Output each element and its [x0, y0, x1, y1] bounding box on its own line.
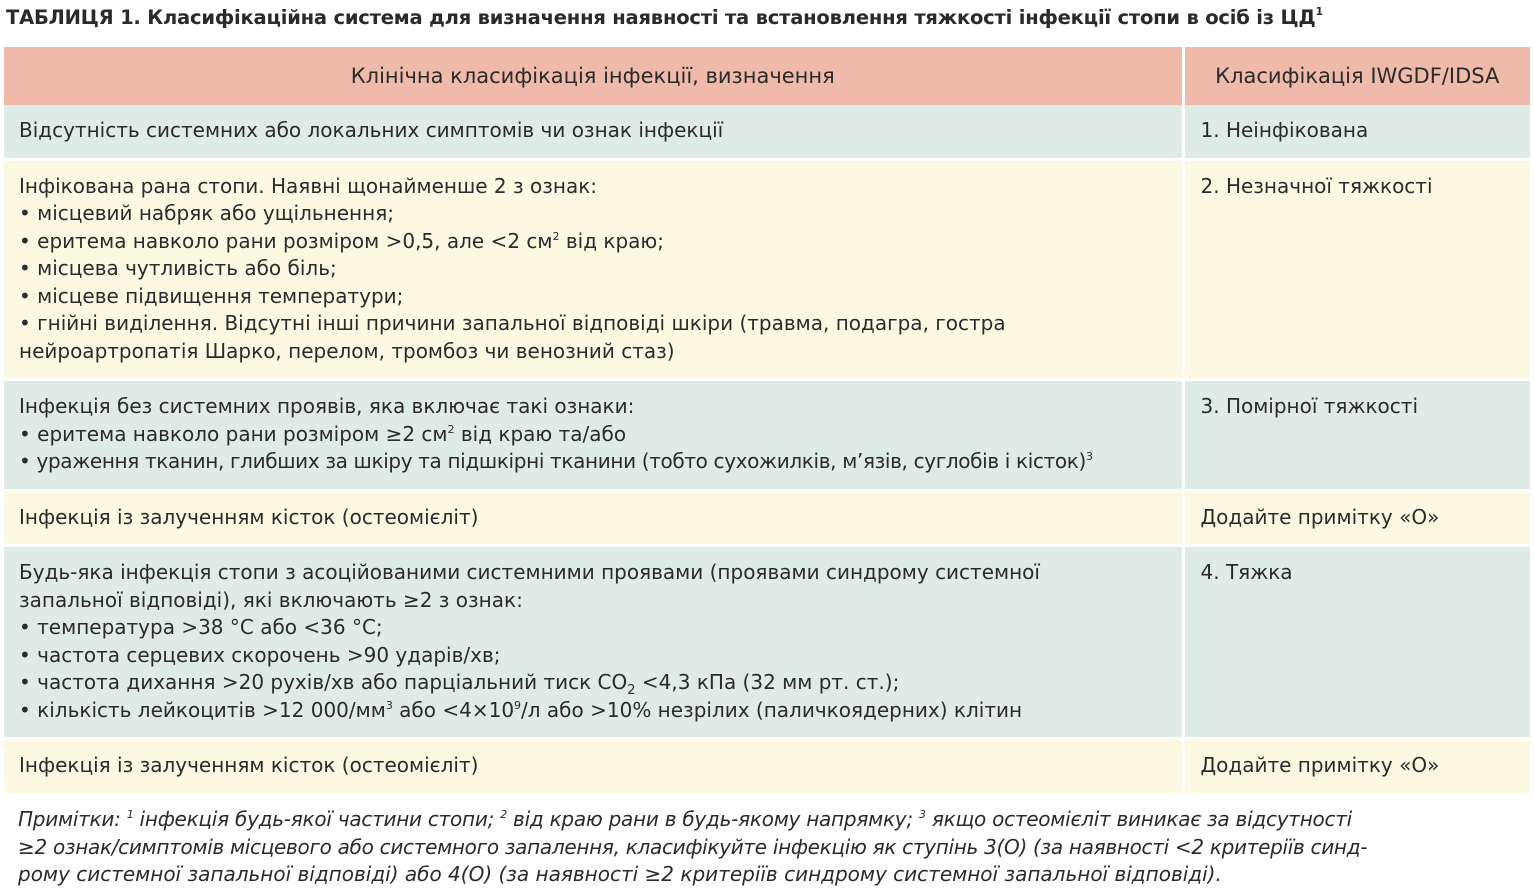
- classification-cell: 2. Незначної тяжкості: [1183, 159, 1530, 380]
- classification-cell: Додайте примітку «О»: [1183, 739, 1530, 793]
- definition-line: • еритема навколо рани розміром ≥2 $см^2$ від краю та/або: [19, 421, 627, 446]
- table-row: [4, 380, 1530, 491]
- classification-cell: 4. Тяжка: [1183, 546, 1530, 739]
- definition-cell: [4, 159, 1183, 380]
- table-row: [4, 739, 1530, 793]
- definition-line: • температура >38 °C або <36 °C;: [19, 615, 383, 639]
- table-notes: [18, 806, 1518, 889]
- table-row: [4, 159, 1530, 380]
- definition-line: нейроартропатія Шарко, перелом, тромбоз чи венозний стаз): [19, 338, 675, 363]
- table-title-text: ТАБЛИЦЯ 1. Класифікаційна система для визначення наявності та встановлення тяжкості інфекції стопи в осіб із ЦД: [6, 6, 1316, 29]
- header-iwgdf-idsa-classification: Класифікація IWGDF/IDSA: [1183, 47, 1530, 105]
- definition-cell: [4, 105, 1183, 159]
- classification-cell: 1. Неінфікована: [1183, 105, 1530, 159]
- definition-line: • частота серцевих скорочень >90 ударів/хв;: [19, 642, 501, 667]
- definition-line: • гнійні виділення. Відсутні інші причини запальної відповіді шкіри (травма, подагра, гостра: [19, 311, 1006, 335]
- definition-line: • місцеве підвищення температури;: [19, 283, 404, 308]
- notes-line: Примітки: $^1$ інфекція будь-якої частини стопи; $^2$ від краю рани в будь-якому напрямку; $^3$ якщо остеомієліт виникає за відсутності: [18, 807, 1352, 831]
- definition-line: • ураження тканин, глибших за шкіру та підшкірні тканини (тобто сухожилків, м’язів, суглобів і кісток)$^3$: [19, 449, 1093, 473]
- classification-table: [4, 47, 1530, 793]
- definition-cell: [4, 739, 1183, 793]
- definition-line: Інфекція із залученням кісток (остеомієліт): [19, 504, 479, 529]
- definition-cell: [4, 490, 1183, 546]
- definition-line: Інфекція без системних проявів, яка включає такі ознаки:: [19, 394, 635, 418]
- table-row: [4, 105, 1530, 159]
- definition-line: • частота дихання >20 рухів/хв або парціальний тиск $CO_2 <4,3$ кПа (32 мм рт. ст.);: [19, 670, 900, 698]
- definition-line: Відсутність системних або локальних симптомів чи ознак інфекції: [19, 118, 724, 142]
- definition-line: • місцевий набряк або ущільнення;: [19, 201, 394, 225]
- definition-cell: [4, 380, 1183, 491]
- table-title: [6, 5, 1526, 31]
- classification-cell: Додайте примітку «О»: [1183, 490, 1530, 546]
- definition-line: Інфекція із залученням кісток (остеомієліт): [19, 753, 479, 777]
- table-row: [4, 546, 1530, 739]
- table-header-row: [4, 47, 1530, 105]
- notes-line: ≥2 ознак/симптомів місцевого або системного запалення, класифікуйте інфекцію як ступінь 3(О) (за наявності <2 критеріїв синд-: [18, 834, 1368, 859]
- definition-cell: [4, 546, 1183, 739]
- definition-line: • еритема навколо рани розміром >0,5, але <2 $см^2$ від краю;: [19, 228, 664, 253]
- definition-line: Інфікована рана стопи. Наявні щонайменше 2 з ознак:: [19, 173, 598, 198]
- header-clinical-classification: Клінічна класифікація інфекції, визначення: [4, 47, 1183, 105]
- notes-line: рому системної запальної відповіді) або 4(О) (за наявності ≥2 критеріїв синдрому системної запальної відповіді).: [18, 862, 1222, 886]
- classification-cell: 3. Помірної тяжкості: [1183, 380, 1530, 491]
- table-row: [4, 490, 1530, 546]
- definition-line: • кількість лейкоцитів >12 $000/мм^3$ або $<4\times 10^9/л$ або >10% незрілих (паличкоядерних) клітин: [19, 697, 1023, 722]
- definition-line: • місцева чутливість або біль;: [19, 256, 337, 280]
- definition-line: Будь-яка інфекція стопи з асоційованими системними проявами (проявами синдрому системної: [19, 560, 1040, 584]
- table-title-footnote-ref: 1: [1315, 5, 1323, 18]
- definition-line: запальної відповіді), які включають ≥2 з ознак:: [19, 587, 523, 612]
